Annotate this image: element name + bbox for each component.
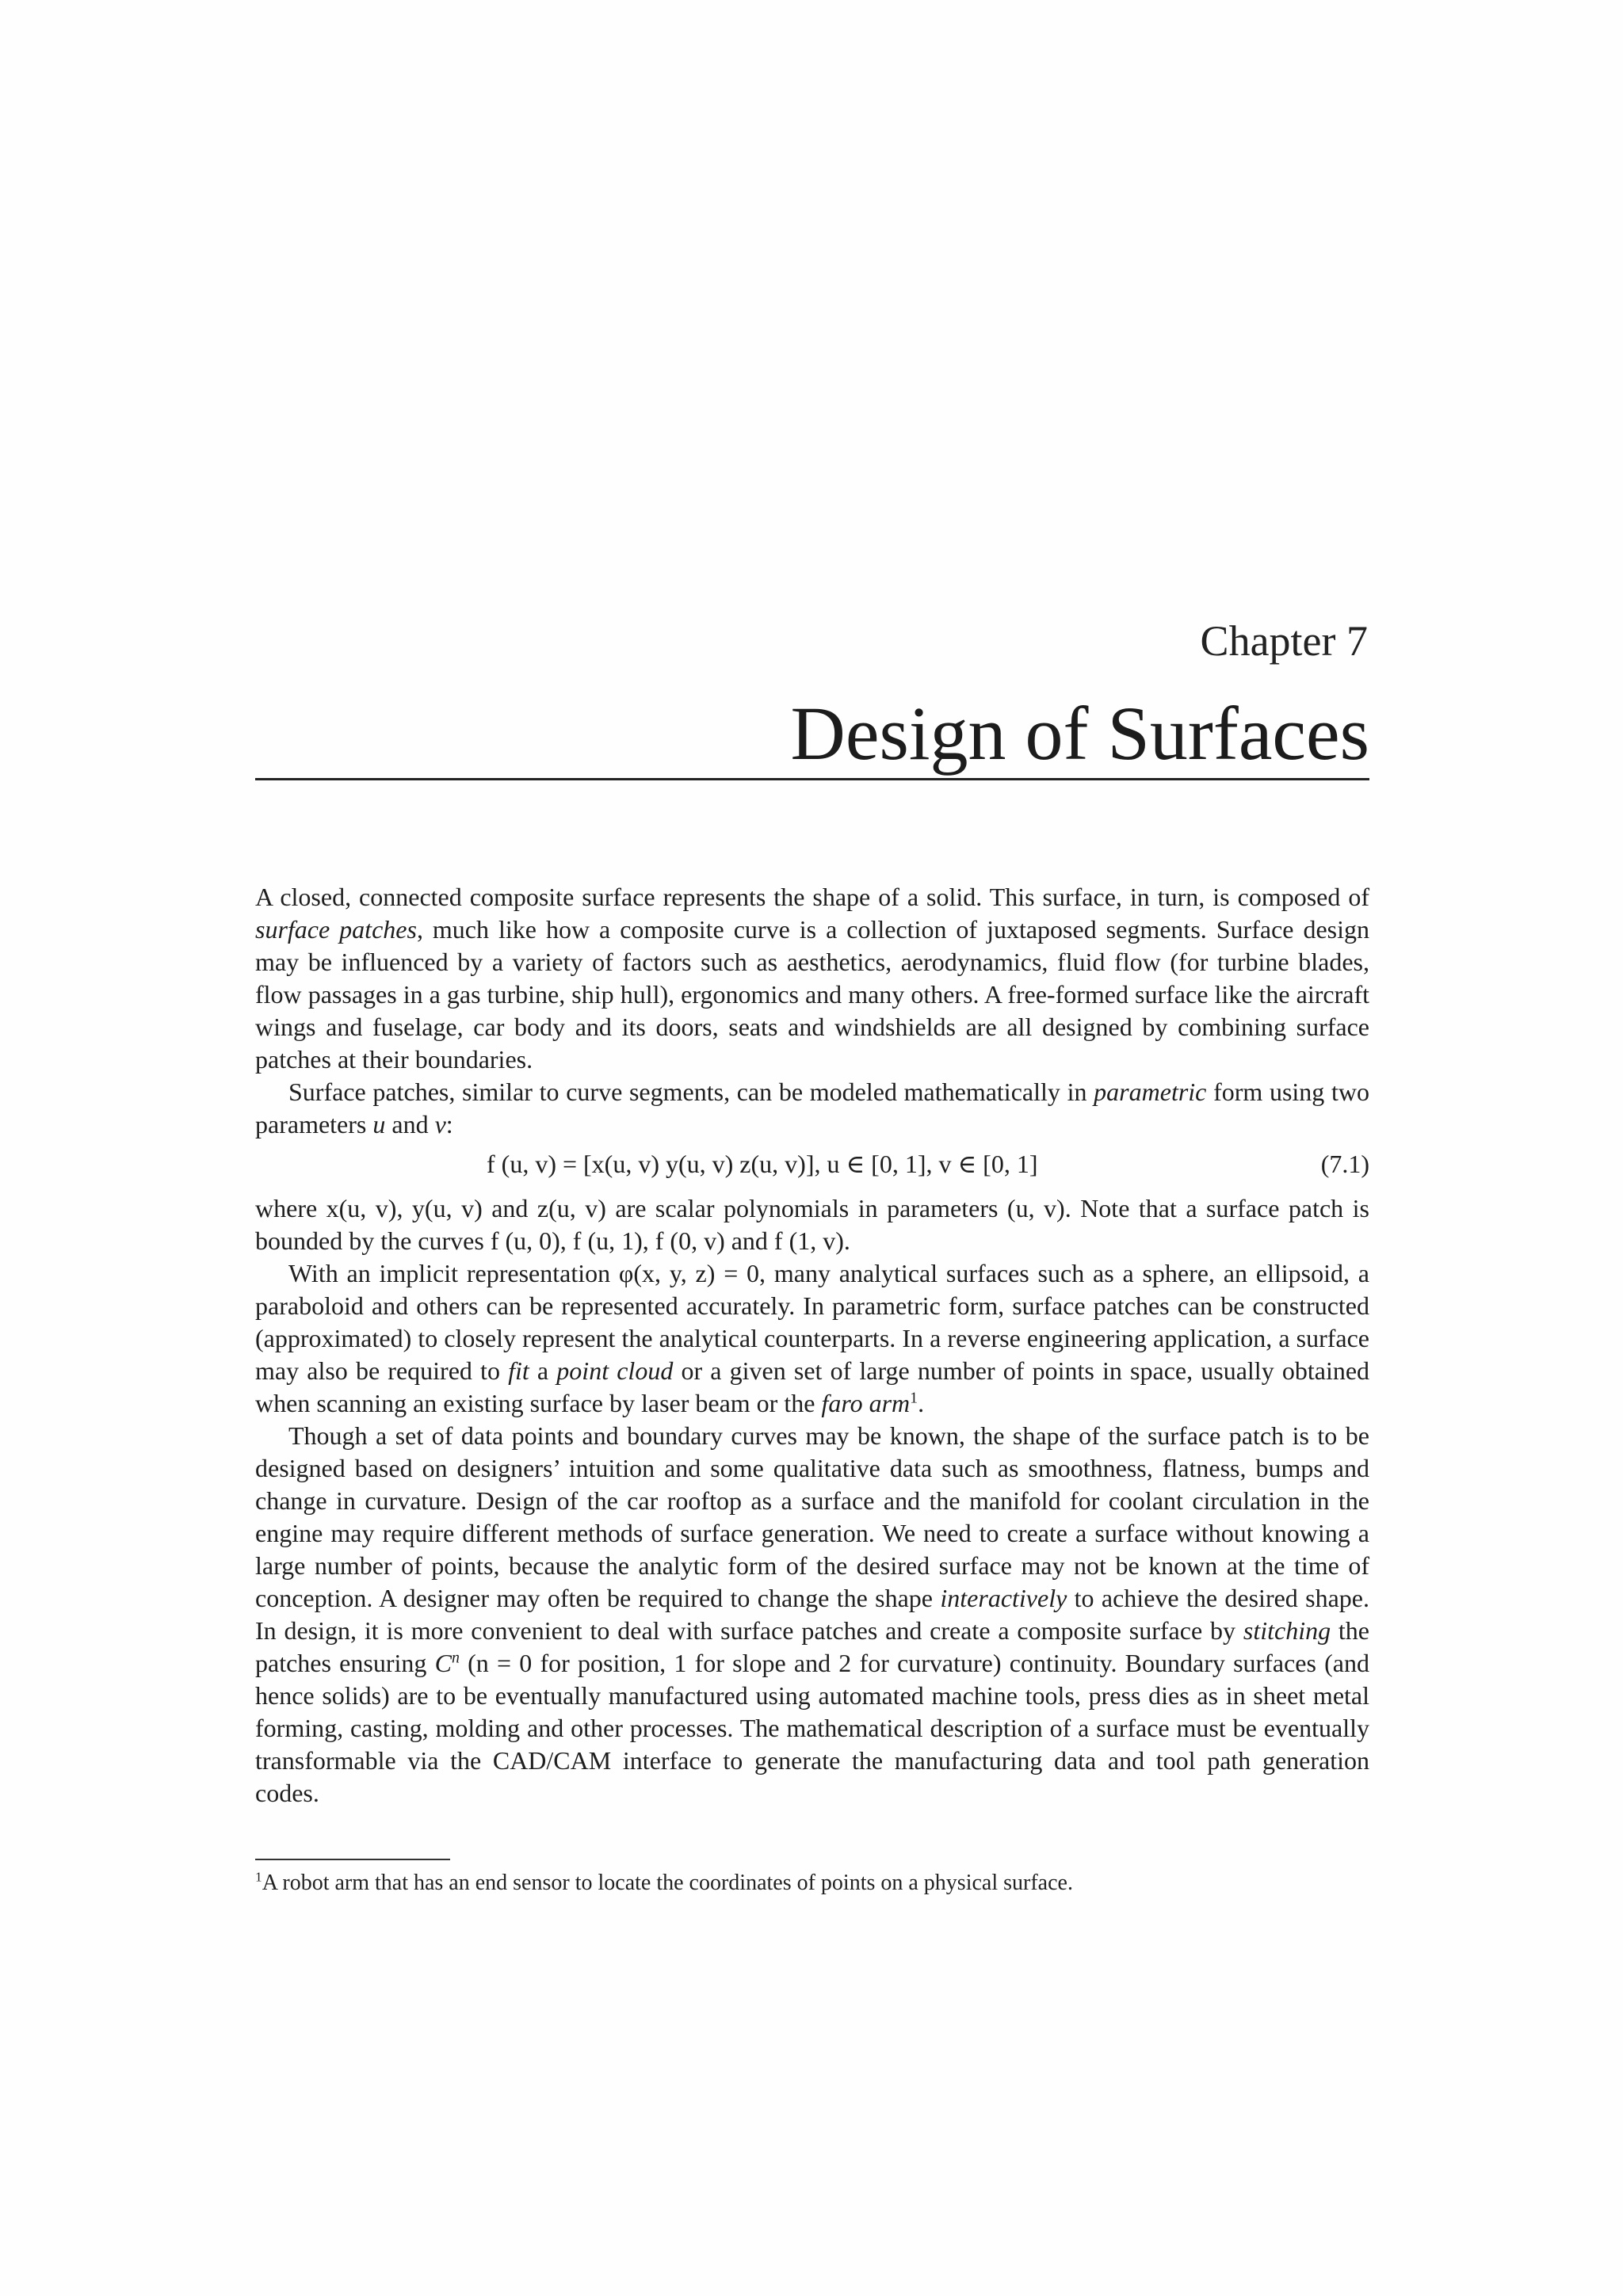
- footnote-marker: 1: [255, 1869, 262, 1885]
- paragraph-5-text-c: the patches ensuring: [255, 1616, 1370, 1677]
- chapter-title: Design of Surfaces: [790, 691, 1369, 776]
- paragraph-5: [255, 1420, 1369, 1810]
- paragraph-4-text-a: With an implicit representation φ(x, y, z) = 0, many analytical surfaces such as a sphere, an ellipsoid, a paraboloid and others can be represented accurately. In parametric form, surface patches can be constructed (approximated) to closely represent the analytical counterparts. In a reverse engineering application, a surface may also be required to: [255, 1259, 1369, 1385]
- footnote-reference: 1: [910, 1389, 918, 1407]
- footnote-text: A robot arm that has an end sensor to locate the coordinates of points on a physical surface.: [262, 1871, 1073, 1895]
- paragraph-4-text-c: or a given set of large number of points in space, usually obtained when scanning an existing surface by laser beam or the: [255, 1356, 1370, 1417]
- paragraph-4-text-d: .: [918, 1389, 925, 1417]
- chapter-label: Chapter 7: [1200, 617, 1368, 665]
- paragraph-2-text-c: form using two parameters: [255, 1077, 1370, 1138]
- paragraph-5-text-a: Though a set of data points and boundary curves may be known, the shape of the surface patch is to be designed based on designers’ intuition and some qualitative data such as smoothness, flatness, bumps and change in curvature. Design of the car rooftop as a surface and the manifold for coolant circulation in the engine may require different methods of surface generation. We need to create a surface without knowing a large number of points, because the analytic form of the desired surface may not be known at the time of conception. A designer may often be required to change the shape: [255, 1421, 1369, 1612]
- parameter-u: u: [372, 1110, 386, 1138]
- paragraph-1-text-a: A closed, connected composite surface represents the shape of a solid. This surface, in turn, is composed of: [255, 883, 1369, 911]
- paragraph-1: [255, 881, 1369, 1076]
- chapter-title-rule: [255, 778, 1369, 780]
- paragraph-5-text-b: to achieve the desired shape. In design, it is more convenient to deal with surface patches and create a composite surface by: [255, 1584, 1370, 1645]
- paragraph-5-text-d: (n = 0 for position, 1 for slope and 2 for curvature) continuity. Boundary surfaces (and hence solids) are to be eventually manufactured using automated machine tools, press dies as in sheet metal forming, casting, molding and other processes. The mathematical description of a surface must be eventually transformable via the CAD/CAM interface to generate the manufacturing data and tool path generation codes.: [255, 1649, 1370, 1807]
- point-cloud-term: point cloud: [556, 1356, 674, 1385]
- footnote: [255, 1870, 1369, 1897]
- continuity-order: n: [451, 1649, 460, 1667]
- parametric-term: parametric: [1094, 1077, 1207, 1106]
- parameter-v: v: [434, 1110, 446, 1138]
- equation-7-1: [255, 1143, 1369, 1188]
- body-text: [255, 881, 1369, 1810]
- interactively-term: interactively: [940, 1584, 1067, 1612]
- paragraph-1-text-c: , much like how a composite curve is a collection of juxtaposed segments. Surface design may be influenced by a variety of factors such as aesthetics, aerodynamics, fluid flow (for turbine blades, flow passages in a gas turbine, ship hull), ergonomics and many others. A free-formed surface like the aircraft wings and fuselage, car body and its doors, seats and windshields are all designed by combining surface patches at their boundaries.: [255, 915, 1370, 1074]
- paragraph-4-text-b: a: [529, 1356, 557, 1385]
- surface-patches-term: surface patches: [255, 915, 417, 944]
- continuity-symbol: C: [434, 1649, 452, 1677]
- paragraph-4: [255, 1257, 1369, 1420]
- paragraph-2-text-e: :: [445, 1110, 453, 1138]
- fit-term: fit: [508, 1356, 529, 1385]
- equation-number: (7.1): [1320, 1150, 1369, 1178]
- stitching-term: stitching: [1243, 1616, 1331, 1645]
- faro-arm-term: faro arm: [821, 1389, 911, 1417]
- equation-expression: f (u, v) = [x(u, v) y(u, v) z(u, v)], u ∈ [0, 1], v ∈ [0, 1]: [487, 1150, 1038, 1178]
- paragraph-2-text-a: Surface patches, similar to curve segments, can be modeled mathematically in: [288, 1077, 1094, 1106]
- paragraph-2: [255, 1076, 1369, 1141]
- paragraph-3: where x(u, v), y(u, v) and z(u, v) are scalar polynomials in parameters (u, v). Note that a surface patch is bounded by the curves f (u, 0), f (u, 1), f (0, v) and f (1, v).: [255, 1194, 1369, 1255]
- paragraph-2-text-d: and: [385, 1110, 435, 1138]
- footnote-rule: [255, 1859, 450, 1860]
